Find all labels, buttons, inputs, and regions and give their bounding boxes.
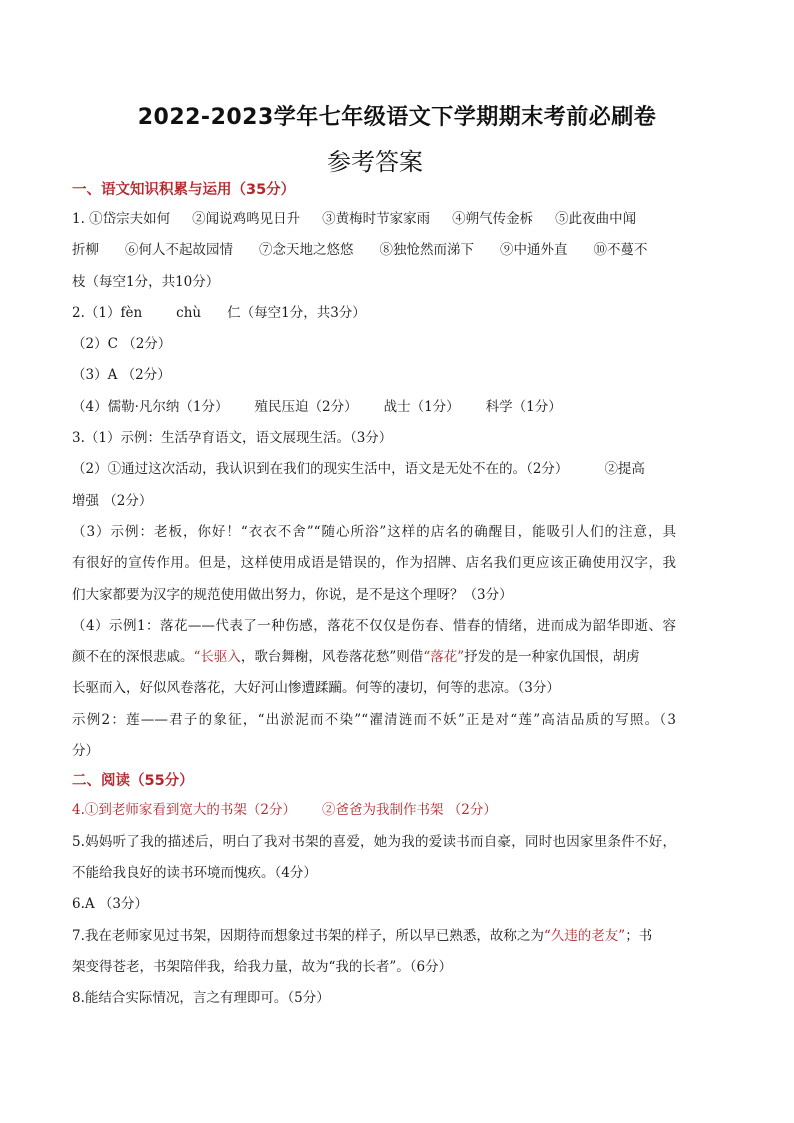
- q7-line: 架变得苍老，书架陪伴我，给我力量，故为“我的长者”。（6分）: [72, 958, 453, 975]
- section-heading-2: 二、阅读（55分）: [72, 773, 194, 790]
- q2-4-item: 殖民压迫（2分）: [254, 398, 358, 415]
- q3-3-line: 有很好的宣传作用。但是，这样使用成语是错误的，作为招牌、店名我们更应该正确使用汉字，我: [72, 555, 676, 572]
- q1-line-3: 枝（每空1分，共10分）: [72, 273, 220, 290]
- q1-item: ①岱宗夫如何: [89, 211, 171, 227]
- q1-item: ⑤此夜曲中闻: [555, 211, 637, 227]
- q3-2-text: （2）①通过这次活动，我认识到在我们的现实生活中，语文是无处不在的。（2分）: [72, 461, 569, 478]
- q8-line: 8.能结合实际情况，言之有理即可。（5分）: [72, 990, 330, 1007]
- page-subtitle: 参考答案: [327, 148, 423, 176]
- q3-5-line: 分）: [72, 743, 99, 760]
- q4-answer-2: ②爸爸为我制作书架 （2分）: [321, 802, 497, 819]
- q1-item: ⑧独怆然而涕下: [379, 242, 474, 259]
- q7-text: ；书: [625, 927, 653, 944]
- q1-item: ②闻说鸡鸣见日升: [192, 211, 301, 227]
- q1-item: ⑥何人不起故园情: [125, 242, 233, 259]
- q1-line-1: [72, 204, 676, 235]
- q3-line-1: 3.（1）示例：生活孕育语文，语文展现生活。（3分）: [72, 430, 393, 447]
- q1-item: ④朔气传金柝: [452, 211, 534, 227]
- q6-line: 6.A （3分）: [72, 896, 149, 913]
- q1-item: ⑦念天地之悠悠: [259, 242, 354, 259]
- q2-4-item: 科学（1分）: [485, 398, 562, 415]
- q3-4-line: （4）示例1：落花——代表了一种伤感，落花不仅仅是伤春、惜春的情绪，进而成为韶华即逝、容: [72, 617, 676, 634]
- q2-4-item: 战士（1分）: [383, 398, 460, 415]
- answer-body: [72, 176, 676, 1014]
- q3-line-2: [72, 454, 676, 485]
- q3-4-quote: “长驱入: [193, 649, 241, 666]
- q2-pinyin-2: chù: [176, 304, 202, 321]
- q3-4-quote: “落花”: [423, 649, 465, 666]
- q5-line: 不能给我良好的读书环境而愧疚。（4分）: [72, 864, 317, 881]
- q1-label: 1.: [72, 211, 90, 227]
- q1-line-2: [72, 235, 676, 266]
- q3-3-line: （3）示例：老板，你好！“衣衣不舍”“随心所浴”这样的店名的确醒目，能吸引人们的注意，具: [72, 523, 676, 540]
- q4-line: [72, 795, 676, 826]
- q2-4-item: （4）儒勒·凡尔纳（1分）: [72, 398, 229, 415]
- q3-4-line: 长驱而入，好似风卷落花，大好河山惨遭蹂躏。何等的凄切，何等的悲凉。（3分）: [72, 680, 560, 697]
- q2-pinyin-1: fèn: [120, 304, 143, 321]
- q4-answer-1: 4.①到老师家看到宽大的书架（2分）: [72, 802, 296, 819]
- q2-line-4: [72, 392, 676, 423]
- q3-4-text: 颜不在的深恨悲戚。: [72, 649, 194, 666]
- q7-text: 7.我在老师家见过书架，因期待而想象过书架的样子，所以早已熟悉，故称之为: [72, 927, 544, 944]
- q3-5-line: 示例2：莲——君子的象征，“出淤泥而不染”“濯清涟而不妖”正是对“莲”高洁品质的写照。（3: [72, 711, 676, 728]
- q3-3-line: 们大家都要为汉字的规范使用做出努力，你说，是不是这个理呀？（3分）: [72, 586, 513, 603]
- q7-quote: “久违的老友”: [543, 927, 626, 944]
- q1-item: 折柳: [72, 242, 99, 259]
- q2-char: 仁（每空1分，共3分）: [227, 304, 366, 321]
- q2-line-1: [72, 298, 676, 329]
- q2-label: 2.（1）: [72, 304, 121, 321]
- q1-item: ⑩不蔓不: [593, 242, 648, 259]
- q3-2-text: ②提高: [604, 461, 645, 478]
- q1-item: ③黄梅时节家家雨: [322, 211, 431, 227]
- q7-line: [72, 921, 676, 952]
- q3-line-3: 增强 （2分）: [72, 492, 153, 509]
- q2-line-3: （3）A （2分）: [72, 367, 171, 384]
- q3-4-text: ，歌台舞榭，风卷落花愁”则借: [240, 649, 424, 666]
- q5-line: 5.妈妈听了我的描述后，明白了我对书架的喜爱，她为我的爱读书而自豪，同时也因家里条件不好，: [72, 833, 676, 850]
- q1-item: ⑨中通外直: [500, 242, 568, 259]
- q2-line-2: （2）C （2分）: [72, 336, 172, 353]
- section-heading-1: 一、语文知识积累与运用（35分）: [72, 182, 296, 198]
- q3-4-text: 抒发的是一种家仇国恨，胡虏: [464, 649, 640, 666]
- page-title: 2022-2023学年七年级语文下学期期末考前必刷卷: [137, 105, 657, 130]
- q3-4-line: [72, 642, 676, 673]
